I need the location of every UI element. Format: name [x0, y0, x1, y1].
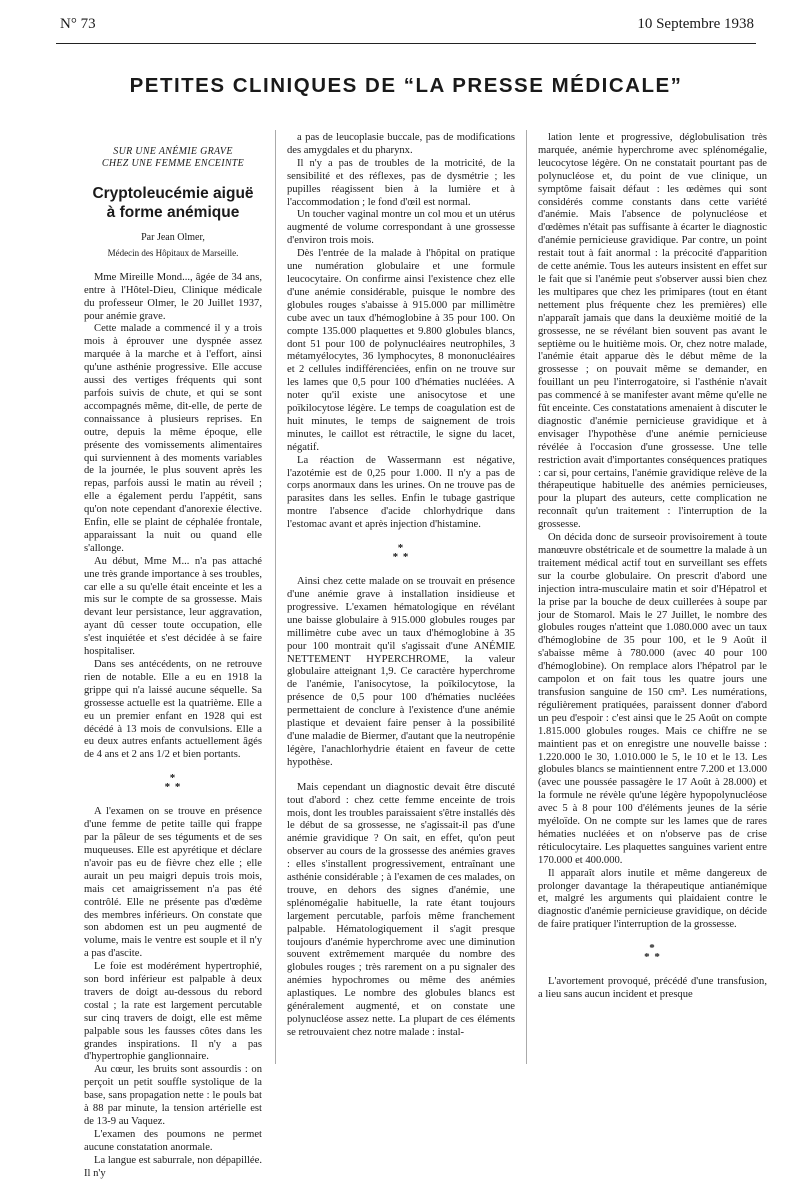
paragraph: Au cœur, les bruits sont assourdis : on perçoit un petit souffle systolique de la base, sans propagation nette : le pouls bat à 88 par minute, la tension artérielle est de 13-9 au Vaquez.	[84, 1064, 262, 1127]
paragraph: L'avortement provoqué, précédé d'une transfusion, a lieu sans aucun incident et presque	[538, 976, 767, 1001]
title-line: à forme anémique	[106, 204, 240, 221]
paragraph: Mais cependant un diagnostic devait être discuté tout d'abord : chez cette femme enceinte de trois mois, dont les troubles paraissaient s'être installés dès le début de sa grossesse, ne s'agissait-il pas d'une anémie gravidique ? On sait, en effet, qu'on peut observer au cours de la grossesse des anémies graves : elles s'installent progressivement, entraînant une asthénie considérable ; à l'examen de ces malades, on trouve, en dehors des signes d'anémie, une splénomégalie habituelle, la rate étant toujours largement percutable, parfois même franchement palpable. Hématologiquement il s'agit presque toujours d'anémie hyperchrome avec une diminution souvent extrêmement marquée du nombre des globules rouges ; très rarement on a pu signaler des anémies hypochromes ou même des anémies aplastiques. Le nombre des globules blancs est généralement augmenté, et on constate une polynucléose assez nette. La plupart de ces éléments se retrouvaient chez notre malade : instal-	[287, 781, 515, 1038]
affiliation: Médecin des Hôpitaux de Marseille.	[107, 247, 239, 258]
paragraph: Un toucher vaginal montre un col mou et un utérus augmenté de volume correspondant à une grossesse d'environ trois mois.	[287, 209, 515, 247]
section-separator: * * *	[164, 772, 182, 794]
paragraph: Mme Mireille Mond..., âgée de 34 ans, entre à l'Hôtel-Dieu, Clinique médicale du professeur Olmer, le 20 Juillet 1937, pour anémie grave.	[84, 271, 262, 322]
paragraph: Le foie est modérément hypertrophié, son bord inférieur est palpable à deux travers de doigt au-dessous du rebord costal ; la rate est largement percutable sur cinq travers de doigt, elle est même palpable sous les fausses côtes dans les grandes inspirations. Il n'y a pas d'hypertrophie ganglionnaire.	[84, 961, 262, 1063]
kicker-line: CHEZ UNE FEMME ENCEINTE	[101, 158, 245, 169]
kicker	[84, 146, 262, 170]
column-2	[287, 132, 515, 1040]
paragraph: Dans ses antécédents, on ne retrouve rien de notable. Elle a eu en 1918 la grippe qui n'a laissé aucune séquelle. Sa grossesse actuelle est la quatrième. Elle a eu un premier enfant en 1928 qui est décédé à 13 mois de convulsions. Elle a eu deux autres enfants actuellement âgés de 4 ans et 2 ans 1/2 et bien portants.	[84, 659, 262, 761]
paragraph: Cette malade a commencé il y a trois mois à éprouver une dyspnée assez marquée à la marche et à l'effort, ainsi qu'une asthénie progressive. Elle accuse aussi des vertiges fréquents qui sont parfois suivis de chute, et qui se sont accompagnés même, dit-elle, de perte de connaissance à plusieurs reprises. En outre, depuis la même époque, elle présente des vomissements alimentaires qui surviennent à des moments variables de la journée, le plus souvent après les repas, parfois aussi le matin au réveil ; elle a également perdu l'appétit, sans qu'on note cependant d'anorexie élective. Enfin, elle se plaint de céphalée frontale, apparaissant la nuit ou quand elle s'allonge.	[84, 323, 262, 554]
kicker-line: SUR UNE ANÉMIE GRAVE	[113, 146, 233, 157]
column-1-body	[84, 272, 262, 1181]
paragraph: Il n'y a pas de troubles de la motricité, de la sensibilité et des réflexes, pas de dysmétrie ; les pupilles réagissent bien à la lumière et à l'accommodation ; le fond d'œil est normal.	[287, 157, 515, 208]
column-3-body-b	[538, 976, 767, 1002]
paragraph: La réaction de Wassermann est négative, l'azotémie est de 0,25 pour 1.000. Il n'y a pas de corps anormaux dans les urines. On ne trouve pas de parasites dans les selles. Enfin le tubage gastrique montre l'absence d'acide chlorhydrique dans l'estomac avant et après injection d'histamine.	[287, 454, 515, 531]
paragraph: Dès l'entrée de la malade à l'hôpital on pratique une numération globulaire et une formule leucocytaire. On confirme ainsi l'existence chez elle d'une anémie considérable, puisque le nombre des globules rouges s'abaisse à 915.000 par millimètre cube avec un taux d'hémoglobine à 35 pour 100. On compte 135.000 plaquettes et 9.800 globules blancs, dont 51 pour 100 de polynucléaires neutrophiles, 3 métamyélocytes, 36 lymphocytes, 8 mononucléaires et 2 cellules indifférenciées, enfin on ne trouve sur les lames que 0,5 pour 100 d'hématies nucléées. A noter qu'il existe une anisocytose et une poïkilocytose légère. Le temps de coagulation est de huit minutes, le temps de saignement de trois minutes, le caillot est rétractile, le signe du lacet, négatif.	[287, 248, 515, 453]
column-2-body-b	[287, 576, 515, 1040]
column-divider	[275, 130, 276, 1064]
paragraph: Il apparaît alors inutile et même dangereux de prolonger davantage la thérapeutique antianémique et, malgré les arguments qui plaidaient contre le diagnostic d'anémie pernicieuse gravidique, on décide de faire pratiquer l'interruption de la grossesse.	[538, 867, 768, 931]
section-separator: * * *	[644, 942, 661, 964]
paragraph: A l'examen on se trouve en présence d'une femme de petite taille qui frappe par la pâleur de ses téguments et de ses muqueuses. Elle est apyrétique et déclare n'avoir pas eu de fièvre chez elle ; elle aurait un peu maigri depuis trois mois, mais cet amaigrissement n'a pas été contrôlé. Elle ne présente pas d'œdème des membres inférieurs. On constate que son abdomen est un peu augmenté de volume, mais le ventre est souple et il n'y a pas d'ascite.	[84, 806, 262, 960]
issue-date: 10 Septembre 1938	[637, 16, 754, 32]
header-rule	[56, 43, 756, 44]
column-3	[538, 132, 767, 1002]
section-separator: * * *	[392, 542, 410, 564]
paragraph: L'examen des poumons ne permet aucune constatation anormale.	[84, 1128, 262, 1153]
paragraph: Ainsi chez cette malade on se trouvait en présence d'une anémie grave à installation insidieuse et progressive. L'examen hématologique en révélant une baisse globulaire à 915.000 globules rouges par millimètre cube avec un taux d'hémoglobine à 35 pour 100 montrait qu'il s'agissait d'une ANÉMIE NETTEMENT HYPERCHROME, la valeur globulaire atteignant 1,9. Ce caractère hyperchrome de l'anémie, l'anisocytose, la poïkilocytose, la présence de 0,5 pour 100 d'hématies nucléées permettaient de conclure à l'existence d'une anémie plastique et devaient faire penser à la possibilité d'une maladie de Biermer, d'autant que la neutropénie légère, l'anachlorhydrie étaient en faveur de cette hypothèse.	[287, 576, 515, 768]
paragraph: a pas de leucoplasie buccale, pas de modifications des amygdales et du pharynx.	[287, 132, 515, 156]
column-3-body-a	[538, 132, 767, 932]
paragraph: On décida donc de surseoir provisoirement à toute manœuvre obstétricale et de soumettre la malade à un traitement médical actif tout en surveillant ses effets sur la courbe globulaire. On prescrit d'abord une injection intra-musculaire matin et soir d'Hépatrol et la prise par la bouche de deux cuillerées à soupe par jour de Stomarol. Mais le 27 Juillet, le nombre des globules rouges n'atteint que 1.080.000 avec un taux d'hémoglobine de 35 pour 100, et le 9 Août il s'abaisse même à 780.000 (avec 40 pour 100 d'hémoglobine). On remplace alors l'hépatrol par le campolon et on fait tous les quatre jours une transfusion sanguine de 150 cm³. Les numérations, régulièrement pratiquées, paraissent donner d'abord un peu d'espoir : c'est ainsi que le 25 Août on compte 1.815.000 globules rouges. Mais ce chiffre ne se maintient pas et on enregistre une nouvelle baisse : 1.220.000 le 30, 1.010.000 le 5, le 10 et le 13. Les globules blancs se maintiennent entre 7.200 et 13.000 (avec une poussée passagère le 17 Août à 28.000) et la formule ne révèle qu'une légère hypopolynucléose avec 5 à 8 pour 100 d'éléments jeunes de la série myéloïde. On ne compte sur les lames que de rares hématies nucléées et on n'observe pas de crise réticulocytaire. Les plaquettes sanguines varient entre 170.000 et 400.000.	[538, 532, 767, 866]
section-banner: PETITES CLINIQUES DE “LA PRESSE MÉDICALE”	[129, 74, 683, 97]
paragraph: Au début, Mme M... n'a pas attaché une très grande importance à ses troubles, car elle a su qu'elle était enceinte et les a mis sur le compte de sa grossesse. Mais devant leur persistance, leur aggravation, ayant dû cesser toute occupation, elle s'est inquiétée et s'est décidée à se faire hospitaliser.	[84, 555, 262, 658]
title-line: Cryptoleucémie aiguë	[92, 185, 254, 202]
author: Par Jean Olmer,	[141, 232, 205, 243]
page-header	[60, 16, 754, 40]
paragraph: La langue est saburrale, non dépapillée. Il n'y	[84, 1154, 262, 1179]
paragraph: lation lente et progressive, déglobulisation très marquée, anémie hyperchrome avec splénomégalie, leucocytose légère. On ne constatait pourtant pas de polynucléose et, du point de vue clinique, un symptôme faisait défaut : les œdèmes qui sont considérés comme constants dans cette variété d'anémie. Mais l'absence de polynucléose et d'œdèmes n'était pas suffisante à écarter le diagnostic d'anémie pernicieuse gravidique. Par contre, un point restait tout à fait anormal : la précocité d'apparition de cette anémie. Tous les auteurs insistent en effet sur le fait que si l'anémie peut s'observer aussi bien chez les multipares que chez les primipares (tout en étant nettement plus fréquente chez les premières) elle n'apparaît jamais que dans la deuxième moitié de la grossesse, ne se révélant bien souvent pas avant le septième ou le huitième mois. Or, chez notre malade, l'anémie était apparue dès le début même de la grossesse ; on pouvait même se demander, en fouillant un peu l'interrogatoire, si l'asthénie n'avait pas commencé à se manifester avant même qu'elle ne fût enceinte. Ces constatations amenaient à discuter le diagnostic d'anémie pernicieuse gravidique et à envisager l'hypothèse d'une anémie pernicieuse révélée à l'occasion d'une grossesse. Une telle restriction avait d'importantes conséquences pratiques : car si, pour certains, l'anémie gravidique relève de la thérapeutique habituelle des anémies pernicieuses, pour la plupart des auteurs, cette complication ne reconnaît qu'un traitement : l'interruption de la grossesse.	[538, 132, 767, 531]
issue-number: N° 73	[60, 16, 96, 32]
article-title	[84, 184, 262, 222]
column-2-body-a	[287, 132, 515, 532]
column-1	[84, 132, 262, 1181]
column-divider	[526, 130, 527, 1064]
